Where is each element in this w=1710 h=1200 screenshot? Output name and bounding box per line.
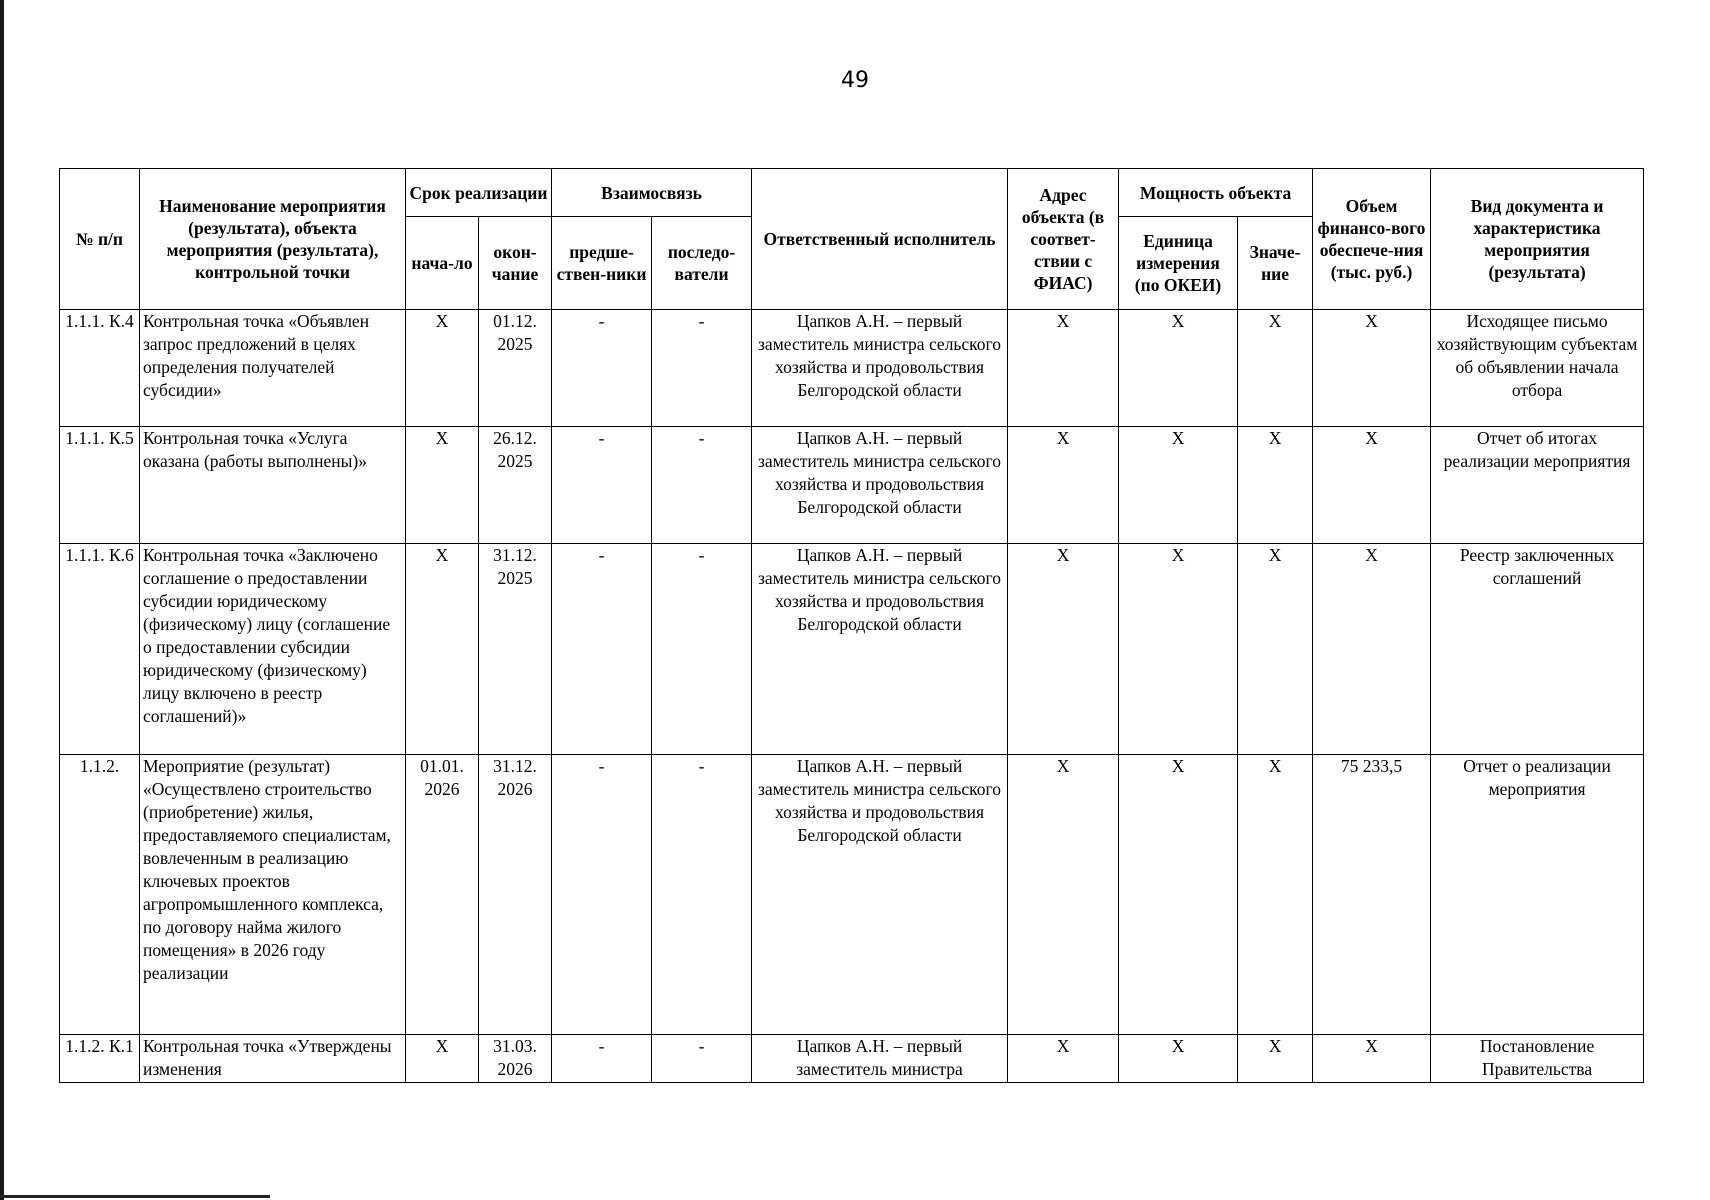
- cell-end: 26.12. 2025: [479, 427, 552, 544]
- scan-bottom-mark: [0, 1195, 270, 1198]
- cell-start: Х: [406, 544, 479, 755]
- header-capacity-value: Значе-ние: [1238, 217, 1313, 310]
- cell-address: Х: [1008, 1035, 1119, 1083]
- table-row: [60, 755, 1644, 1035]
- cell-pred: -: [552, 544, 652, 755]
- cell-start: Х: [406, 310, 479, 427]
- cell-doc: Реестр заключенных соглашений: [1431, 544, 1644, 755]
- cell-end: 31.03. 2026: [479, 1035, 552, 1083]
- cell-name: Контрольная точка «Объявлен запрос предложений в целях определения получателей субсидии»: [140, 310, 406, 427]
- cell-pred: -: [552, 755, 652, 1035]
- header-finance: Объем финансо-вого обеспече-ния (тыс. руб.): [1313, 169, 1431, 310]
- table-row: [60, 310, 1644, 427]
- cell-pred: -: [552, 427, 652, 544]
- header-capacity: Мощность объекта: [1119, 169, 1313, 217]
- header-capacity-unit: Единица измерения (по ОКЕИ): [1119, 217, 1238, 310]
- cell-name: Мероприятие (результат) «Осуществлено строительство (приобретение) жилья, предоставляемого специалистам, вовлеченным в реализацию ключевых проектов агропромышленного комплекса, по договору найма жилого помещения» в 2026 году реализации: [140, 755, 406, 1035]
- cell-pred: -: [552, 310, 652, 427]
- cell-succ: -: [652, 427, 752, 544]
- cell-name: Контрольная точка «Утверждены изменения: [140, 1035, 406, 1083]
- table-row: [60, 544, 1644, 755]
- cell-succ: -: [652, 310, 752, 427]
- cell-doc: Исходящее письмо хозяйствующим субъектам об объявлении начала отбора: [1431, 310, 1644, 427]
- table-row: [60, 1035, 1644, 1083]
- cell-finance: Х: [1313, 427, 1431, 544]
- cell-responsible: Цапков А.Н. – первый заместитель министра сельского хозяйства и продовольствия Белгородской области: [752, 544, 1008, 755]
- cell-name: Контрольная точка «Услуга оказана (работы выполнены)»: [140, 427, 406, 544]
- cell-address: Х: [1008, 427, 1119, 544]
- cell-start: Х: [406, 1035, 479, 1083]
- scan-left-edge: [0, 0, 4, 1200]
- cell-address: Х: [1008, 544, 1119, 755]
- cell-num: 1.1.1. К.5: [60, 427, 140, 544]
- cell-succ: -: [652, 755, 752, 1035]
- cell-responsible: Цапков А.Н. – первый заместитель министра сельского хозяйства и продовольствия Белгородской области: [752, 427, 1008, 544]
- table-row: [60, 427, 1644, 544]
- cell-num: 1.1.2. К.1: [60, 1035, 140, 1083]
- cell-address: Х: [1008, 310, 1119, 427]
- cell-doc: Отчет об итогах реализации мероприятия: [1431, 427, 1644, 544]
- cell-value: Х: [1238, 427, 1313, 544]
- cell-num: 1.1.1. К.6: [60, 544, 140, 755]
- cell-value: Х: [1238, 544, 1313, 755]
- header-link: Взаимосвязь: [552, 169, 752, 217]
- header-responsible: Ответственный исполнитель: [752, 169, 1008, 310]
- cell-doc: Отчет о реализации мероприятия: [1431, 755, 1644, 1035]
- cell-finance: 75 233,5: [1313, 755, 1431, 1035]
- cell-value: Х: [1238, 310, 1313, 427]
- cell-end: 01.12. 2025: [479, 310, 552, 427]
- cell-unit: Х: [1119, 1035, 1238, 1083]
- cell-unit: Х: [1119, 544, 1238, 755]
- cell-value: Х: [1238, 755, 1313, 1035]
- header-term-end: окон-чание: [479, 217, 552, 310]
- cell-succ: -: [652, 1035, 752, 1083]
- cell-end: 31.12. 2026: [479, 755, 552, 1035]
- cell-unit: Х: [1119, 310, 1238, 427]
- cell-pred: -: [552, 1035, 652, 1083]
- header-term-start: нача-ло: [406, 217, 479, 310]
- table-header-row: [60, 169, 1644, 217]
- cell-num: 1.1.2.: [60, 755, 140, 1035]
- cell-finance: Х: [1313, 544, 1431, 755]
- cell-unit: Х: [1119, 427, 1238, 544]
- cell-value: Х: [1238, 1035, 1313, 1083]
- header-doc-type: Вид документа и характеристика мероприятия (результата): [1431, 169, 1644, 310]
- header-num: № п/п: [60, 169, 140, 310]
- header-address: Адрес объекта (в соответ-ствии с ФИАС): [1008, 169, 1119, 310]
- header-link-succ: последо-ватели: [652, 217, 752, 310]
- cell-unit: Х: [1119, 755, 1238, 1035]
- cell-address: Х: [1008, 755, 1119, 1035]
- activities-table: [59, 168, 1644, 1083]
- cell-finance: Х: [1313, 1035, 1431, 1083]
- cell-responsible: Цапков А.Н. – первый заместитель министра сельского хозяйства и продовольствия Белгородской области: [752, 755, 1008, 1035]
- header-term: Срок реализации: [406, 169, 552, 217]
- cell-name: Контрольная точка «Заключено соглашение о предоставлении субсидии юридическому (физическому) лицу (соглашение о предоставлении субсидии юридическому (физическому) лицу включено в реестр соглашений)»: [140, 544, 406, 755]
- cell-num: 1.1.1. К.4: [60, 310, 140, 427]
- cell-finance: Х: [1313, 310, 1431, 427]
- cell-start: 01.01. 2026: [406, 755, 479, 1035]
- cell-responsible: Цапков А.Н. – первый заместитель министра: [752, 1035, 1008, 1083]
- page-number: 49: [841, 68, 869, 93]
- header-name: Наименование мероприятия (результата), объекта мероприятия (результата), контрольной точки: [140, 169, 406, 310]
- header-link-pred: предше-ствен-ники: [552, 217, 652, 310]
- cell-start: Х: [406, 427, 479, 544]
- cell-responsible: Цапков А.Н. – первый заместитель министра сельского хозяйства и продовольствия Белгородской области: [752, 310, 1008, 427]
- cell-succ: -: [652, 544, 752, 755]
- cell-doc: Постановление Правительства: [1431, 1035, 1644, 1083]
- cell-end: 31.12. 2025: [479, 544, 552, 755]
